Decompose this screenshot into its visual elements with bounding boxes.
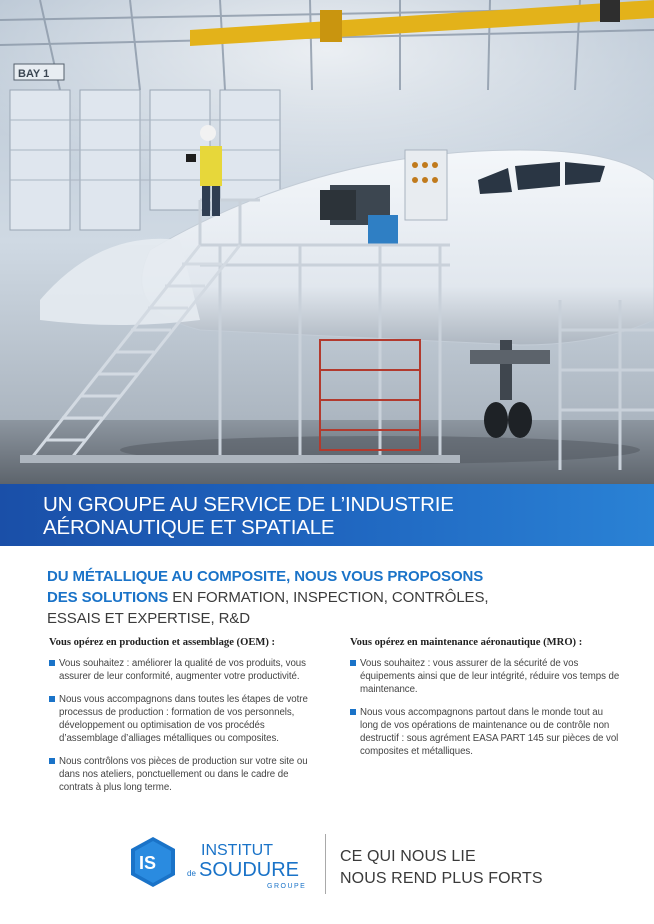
logo-word-institut: INSTITUT xyxy=(201,842,273,859)
institut-soudure-logo xyxy=(125,833,325,893)
list-item: Nous contrôlons vos pièces de production sur votre site ou dans nos ateliers, ponctuellement ou dans le cadre de contrats à plus long terme. xyxy=(49,755,321,794)
mro-list xyxy=(350,657,620,758)
title-banner xyxy=(0,484,654,546)
bay-sign: BAY 1 xyxy=(18,68,50,80)
square-bullet-icon xyxy=(350,709,356,715)
square-bullet-icon xyxy=(350,660,356,666)
list-item: Nous vous accompagnons partout dans le monde tout au long de vos opérations de maintenance ou de contrôle non destructif : sous agrément EASA PART 145 sur pièces de vol composites et métalliques. xyxy=(350,706,620,758)
footer-divider xyxy=(325,834,326,894)
banner-title-line1: UN GROUPE AU SERVICE DE L’INDUSTRIE xyxy=(43,493,454,516)
logo-word-de: de xyxy=(187,869,196,878)
subtitle-light-line3: ESSAIS ET EXPERTISE, R&D xyxy=(47,610,250,627)
tagline-line1: CE QUI NOUS LIE xyxy=(340,848,476,865)
logo-word-groupe: GROUPE xyxy=(267,883,307,890)
oem-heading: Vous opérez en production et assemblage (OEM) : xyxy=(49,637,276,648)
list-item: Nous vous accompagnons dans toutes les étapes de votre processus de production : formation de vos personnels, développement ou optimisation de vos procédés d’assemblage d’alliages métalliques ou composites. xyxy=(49,693,321,745)
subtitle-strong-line1: DU MÉTALLIQUE AU COMPOSITE, NOUS VOUS PROPOSONS xyxy=(47,568,484,585)
subtitle-light-line2: EN FORMATION, INSPECTION, CONTRÔLES, xyxy=(168,589,489,606)
oem-column xyxy=(49,637,321,804)
mro-heading: Vous opérez en maintenance aéronautique (MRO) : xyxy=(350,637,583,648)
subtitle xyxy=(47,566,607,629)
logo-badge-text: IS xyxy=(139,853,157,873)
oem-list xyxy=(49,657,321,794)
banner-title-line2: AÉRONAUTIQUE ET SPATIALE xyxy=(43,516,335,539)
list-item: Vous souhaitez : améliorer la qualité de vos produits, vous assurer de leur conformité, augmenter votre productivité. xyxy=(49,657,321,683)
subtitle-strong-line2: DES SOLUTIONS xyxy=(47,589,169,606)
logo-word-soudure: SOUDURE xyxy=(199,859,300,881)
mro-column xyxy=(350,637,620,768)
square-bullet-icon xyxy=(49,758,55,764)
tagline-line2: NOUS REND PLUS FORTS xyxy=(340,870,543,887)
square-bullet-icon xyxy=(49,660,55,666)
tagline xyxy=(340,846,543,890)
list-item: Vous souhaitez : vous assurer de la sécurité de vos équipements ainsi que de leur intégrité, réduire vos temps de maintenance. xyxy=(350,657,620,696)
square-bullet-icon xyxy=(49,696,55,702)
